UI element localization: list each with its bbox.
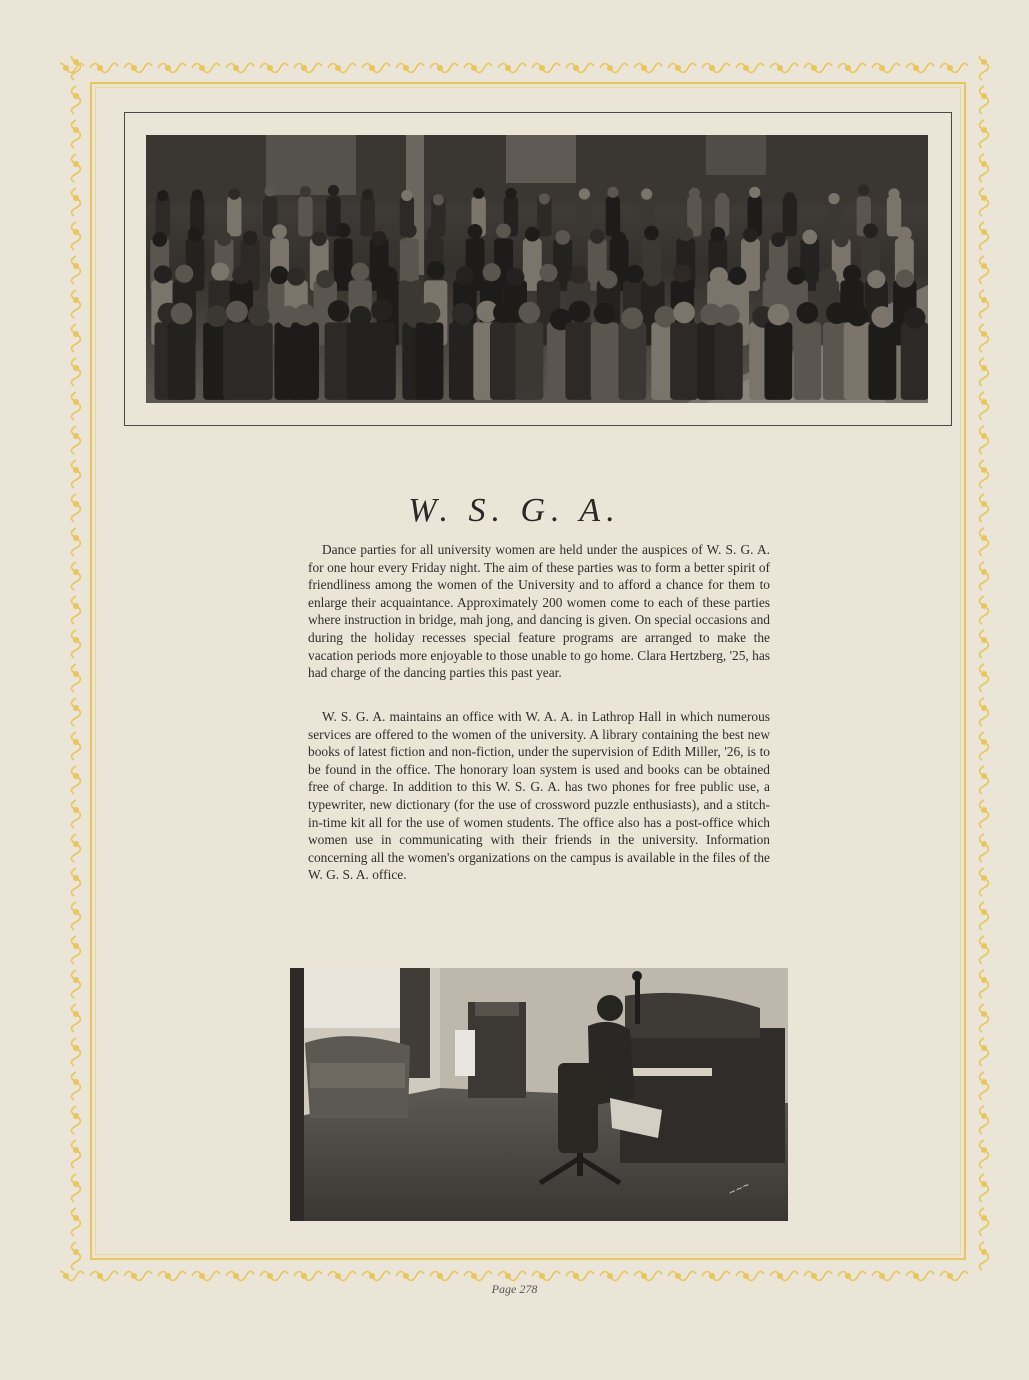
dancer-figure bbox=[360, 189, 374, 237]
border-ornament bbox=[979, 834, 988, 862]
border-ornament bbox=[979, 222, 988, 250]
dancer-figure bbox=[715, 304, 743, 400]
ornamental-border-top bbox=[60, 56, 970, 80]
border-ornament bbox=[702, 63, 730, 72]
border-ornament bbox=[71, 358, 80, 386]
border-ornament bbox=[940, 1271, 968, 1280]
border-ornament bbox=[979, 460, 988, 488]
border-ornament bbox=[770, 1271, 798, 1280]
border-ornament bbox=[192, 1271, 220, 1280]
border-ornament bbox=[668, 1271, 696, 1280]
border-ornament bbox=[979, 596, 988, 624]
border-ornament bbox=[979, 868, 988, 896]
dancer-figure bbox=[606, 187, 620, 237]
border-ornament bbox=[566, 1271, 594, 1280]
dancer-figure bbox=[591, 302, 619, 399]
border-ornament bbox=[979, 154, 988, 182]
ornamental-border-right bbox=[972, 56, 996, 1286]
dancer-figure bbox=[618, 307, 646, 400]
border-ornament bbox=[362, 63, 390, 72]
border-ornament bbox=[158, 63, 186, 72]
border-ornament bbox=[979, 256, 988, 284]
dancer-figure bbox=[449, 303, 477, 400]
dancer-figure bbox=[844, 305, 872, 400]
dancer-figure bbox=[565, 301, 593, 400]
border-ornament bbox=[979, 1106, 988, 1134]
border-ornament bbox=[71, 1174, 80, 1202]
dancer-figure bbox=[156, 190, 170, 236]
border-ornament bbox=[260, 63, 288, 72]
dancer-figure bbox=[577, 188, 591, 236]
border-ornament bbox=[979, 120, 988, 148]
border-ornament bbox=[702, 1271, 730, 1280]
border-ornament bbox=[71, 86, 80, 114]
border-ornament bbox=[71, 528, 80, 556]
border-ornament bbox=[464, 1271, 492, 1280]
dance-party-photo bbox=[146, 135, 928, 403]
border-ornament bbox=[838, 1271, 866, 1280]
dancer-figure bbox=[793, 302, 821, 400]
dancer-figure bbox=[291, 304, 319, 400]
border-ornament bbox=[979, 562, 988, 590]
border-ornament bbox=[71, 256, 80, 284]
paragraph-text: Dance parties for all university women are held under the auspices of W. S. G. A. for one hour every Friday night. The aim of these parties was to form a better spirit of friendliness among the women of the University and to afford a chance for them to enlarge their acquaintance. Approximately 200 women come to each of these parties where instruction in bridge, mah jong, and dancing is given. On special occasions and during the holiday recesses special feature programs are arranged to make the vacation periods more enjoyable to those unable to go home. Clara Hertzberg, '25, has had charge of the dancing parties this past year. bbox=[308, 542, 770, 681]
border-ornament bbox=[668, 63, 696, 72]
paragraph-text: W. S. G. A. maintains an office with W. A. A. in Lathrop Hall in which numerous services are offered to the women of the university. A library containing the best new books of latest fiction and non-fiction, under the supervision of Edith Miller, '26, is to be found in the office. The honorary loan system is used and books can be obtained free of charge. In addition to this W. S. G. A. has two phones for free public use, a typewriter, new dictionary (for the use of crossword puzzle enthusiasts), and a stitch-in-time kit all for the use of women students. The office also has a post-office which women use in communicating with their friends in the university. Information concerning all the women's organizations on the campus is available in the files of the W. G. S. A. office. bbox=[308, 709, 770, 883]
border-ornament bbox=[872, 63, 900, 72]
border-ornament bbox=[600, 63, 628, 72]
border-ornament bbox=[979, 1174, 988, 1202]
border-ornament bbox=[71, 56, 80, 80]
border-ornament bbox=[736, 63, 764, 72]
border-ornament bbox=[71, 120, 80, 148]
border-ornament bbox=[979, 56, 988, 80]
border-ornament bbox=[532, 63, 560, 72]
border-ornament bbox=[71, 1038, 80, 1066]
border-ornament bbox=[979, 1072, 988, 1100]
border-ornament bbox=[71, 732, 80, 760]
dancer-figure bbox=[298, 186, 312, 236]
dancer-figure bbox=[490, 302, 518, 400]
border-ornament bbox=[226, 63, 254, 72]
border-ornament bbox=[804, 63, 832, 72]
dancer-figure bbox=[783, 192, 797, 236]
border-ornament bbox=[906, 1271, 934, 1280]
border-ornament bbox=[71, 800, 80, 828]
border-ornament bbox=[71, 970, 80, 998]
border-ornament bbox=[71, 766, 80, 794]
border-ornament bbox=[71, 324, 80, 352]
border-ornament bbox=[532, 1271, 560, 1280]
border-ornament bbox=[226, 1271, 254, 1280]
dancer-figure bbox=[537, 193, 551, 236]
border-ornament bbox=[979, 970, 988, 998]
article-paragraph-2 bbox=[308, 708, 770, 884]
border-ornament bbox=[71, 290, 80, 318]
border-ornament bbox=[430, 1271, 458, 1280]
border-ornament bbox=[71, 1072, 80, 1100]
border-ornament bbox=[430, 63, 458, 72]
ornamental-border-left bbox=[64, 56, 88, 1286]
border-ornament bbox=[260, 1271, 288, 1280]
border-ornament bbox=[770, 63, 798, 72]
border-ornament bbox=[71, 902, 80, 930]
border-ornament bbox=[979, 630, 988, 658]
border-ornament bbox=[979, 86, 988, 114]
border-ornament bbox=[71, 222, 80, 250]
border-ornament bbox=[71, 664, 80, 692]
border-ornament bbox=[71, 698, 80, 726]
border-ornament bbox=[979, 766, 988, 794]
border-ornament bbox=[71, 392, 80, 420]
border-ornament bbox=[71, 596, 80, 624]
dancer-figure bbox=[868, 306, 896, 400]
border-ornament bbox=[71, 936, 80, 964]
border-ornament bbox=[71, 1140, 80, 1168]
border-ornament bbox=[124, 63, 152, 72]
border-ornament bbox=[979, 392, 988, 420]
dancer-figure bbox=[515, 302, 543, 400]
border-ornament bbox=[979, 426, 988, 454]
border-ornament bbox=[71, 1106, 80, 1134]
border-ornament bbox=[979, 1038, 988, 1066]
border-ornament bbox=[71, 868, 80, 896]
border-ornament bbox=[979, 188, 988, 216]
border-ornament bbox=[498, 63, 526, 72]
border-ornament bbox=[396, 1271, 424, 1280]
border-ornament bbox=[979, 528, 988, 556]
border-ornament bbox=[71, 1004, 80, 1032]
border-ornament bbox=[736, 1271, 764, 1280]
border-ornament bbox=[464, 63, 492, 72]
border-ornament bbox=[90, 63, 118, 72]
office-photo bbox=[290, 968, 788, 1221]
border-ornament bbox=[71, 188, 80, 216]
border-ornament bbox=[634, 63, 662, 72]
border-ornament bbox=[294, 63, 322, 72]
border-ornament bbox=[979, 358, 988, 386]
border-ornament bbox=[600, 1271, 628, 1280]
border-ornament bbox=[979, 1208, 988, 1236]
border-ornament bbox=[328, 1271, 356, 1280]
svg-text:~~~: ~~~ bbox=[727, 1180, 752, 1199]
border-ornament bbox=[634, 1271, 662, 1280]
border-ornament bbox=[328, 63, 356, 72]
border-ornament bbox=[979, 800, 988, 828]
border-ornament bbox=[940, 63, 968, 72]
border-ornament bbox=[71, 1242, 80, 1270]
dancer-figure bbox=[168, 303, 196, 400]
border-ornament bbox=[979, 1140, 988, 1168]
border-ornament bbox=[158, 1271, 186, 1280]
border-ornament bbox=[71, 834, 80, 862]
border-ornament bbox=[396, 63, 424, 72]
page-title: W. S. G. A. bbox=[408, 492, 621, 529]
border-ornament bbox=[90, 1271, 118, 1280]
border-ornament bbox=[872, 1271, 900, 1280]
border-ornament bbox=[71, 562, 80, 590]
dancer-figure bbox=[334, 223, 353, 291]
article-paragraph-1 bbox=[308, 541, 770, 682]
border-ornament bbox=[362, 1271, 390, 1280]
border-ornament bbox=[804, 1271, 832, 1280]
border-ornament bbox=[979, 902, 988, 930]
border-ornament bbox=[294, 1271, 322, 1280]
border-ornament bbox=[979, 324, 988, 352]
page-number: Page 278 bbox=[491, 1282, 538, 1296]
border-ornament bbox=[71, 1208, 80, 1236]
dancer-figure bbox=[227, 189, 241, 237]
dancer-figure bbox=[901, 307, 928, 400]
border-ornament bbox=[979, 732, 988, 760]
border-ornament bbox=[906, 63, 934, 72]
border-ornament bbox=[498, 1271, 526, 1280]
border-ornament bbox=[979, 698, 988, 726]
dancer-figure bbox=[827, 193, 841, 236]
border-ornament bbox=[979, 936, 988, 964]
border-ornament bbox=[979, 1004, 988, 1032]
border-ornament bbox=[838, 63, 866, 72]
dancer-figure bbox=[368, 299, 396, 400]
border-ornament bbox=[566, 63, 594, 72]
border-ornament bbox=[71, 630, 80, 658]
border-ornament bbox=[71, 460, 80, 488]
border-ornament bbox=[979, 290, 988, 318]
border-ornament bbox=[71, 154, 80, 182]
border-ornament bbox=[71, 426, 80, 454]
dancer-figure bbox=[670, 302, 698, 400]
border-ornament bbox=[192, 63, 220, 72]
border-ornament bbox=[979, 664, 988, 692]
dancer-figure bbox=[245, 304, 273, 400]
dancer-figure bbox=[416, 302, 444, 400]
dancer-figure bbox=[764, 304, 792, 400]
border-ornament bbox=[979, 1242, 988, 1270]
border-ornament bbox=[124, 1271, 152, 1280]
